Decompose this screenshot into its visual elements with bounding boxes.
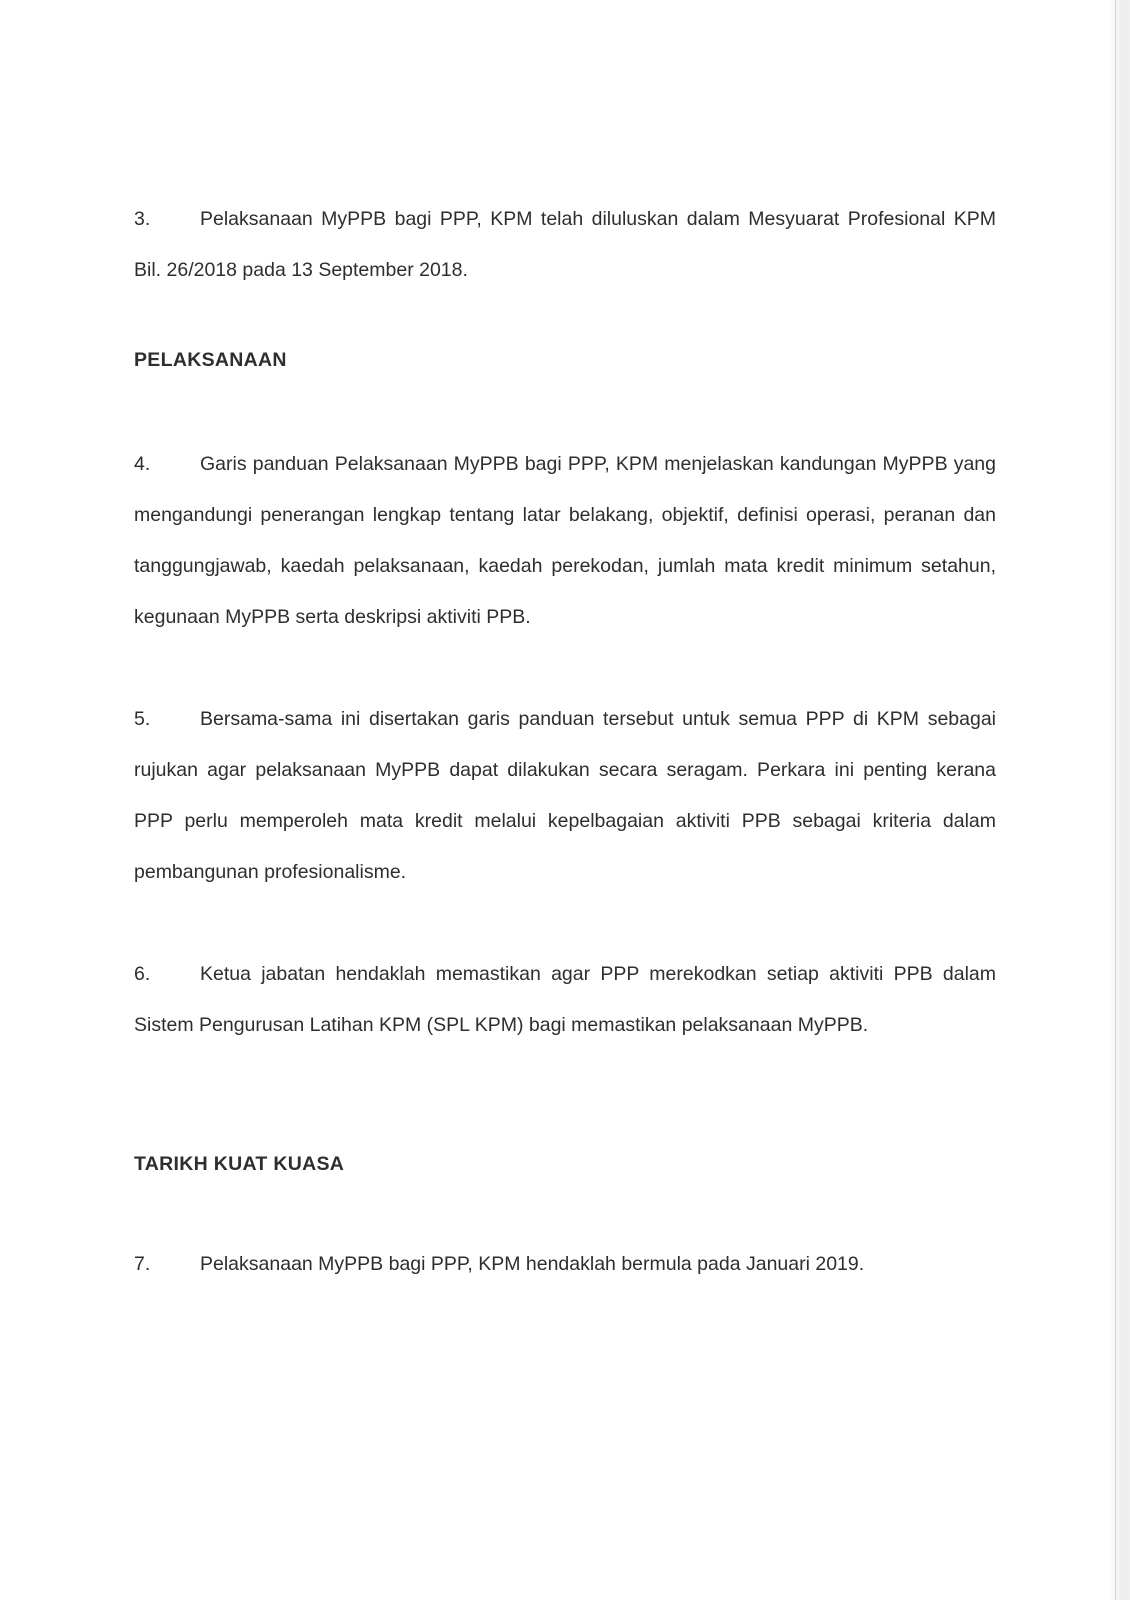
paragraph-3 [134, 194, 996, 296]
paragraph-4 [134, 439, 996, 643]
paragraph-number: 6. [134, 963, 151, 985]
paragraph-number: 4. [134, 453, 151, 475]
paragraph-5 [134, 694, 996, 898]
page-edge-line [1115, 0, 1116, 1600]
paragraph-text: Pelaksanaan MyPPB bagi PPP, KPM telah diluluskan dalam Mesyuarat Profesional KPM Bil. 26/2018 pada 13 September 2018. [134, 208, 996, 281]
paragraph-number: 7. [134, 1253, 151, 1275]
paragraph-text: Garis panduan Pelaksanaan MyPPB bagi PPP, KPM menjelaskan kandungan MyPPB yang mengandungi penerangan lengkap tentang latar belakang, objektif, definisi operasi, peranan dan tanggungjawab, kaedah pelaksanaan, kaedah perekodan, jumlah mata kredit minimum setahun, kegunaan MyPPB serta deskripsi aktiviti PPB. [134, 453, 996, 628]
paragraph-6 [134, 949, 996, 1051]
page-edge-shadow [1108, 0, 1130, 1600]
paragraph-text: Bersama-sama ini disertakan garis panduan tersebut untuk semua PPP di KPM sebagai rujukan agar pelaksanaan MyPPB dapat dilakukan secara seragam. Perkara ini penting kerana PPP perlu memperoleh mata kredit melalui kepelbagaian aktiviti PPB sebagai kriteria dalam pembangunan profesionalisme. [134, 708, 996, 883]
section-heading-pelaksanaan: PELAKSANAAN [134, 349, 287, 371]
paragraph-7 [134, 1239, 996, 1290]
paragraph-text: Pelaksanaan MyPPB bagi PPP, KPM hendaklah bermula pada Januari 2019. [200, 1253, 865, 1275]
section-heading-tarikh-kuat-kuasa: TARIKH KUAT KUASA [134, 1153, 345, 1175]
paragraph-number: 3. [134, 208, 151, 230]
paragraph-text: Ketua jabatan hendaklah memastikan agar PPP merekodkan setiap aktiviti PPB dalam Sistem Pengurusan Latihan KPM (SPL KPM) bagi memastikan pelaksanaan MyPPB. [134, 963, 996, 1036]
paragraph-number: 5. [134, 708, 151, 730]
